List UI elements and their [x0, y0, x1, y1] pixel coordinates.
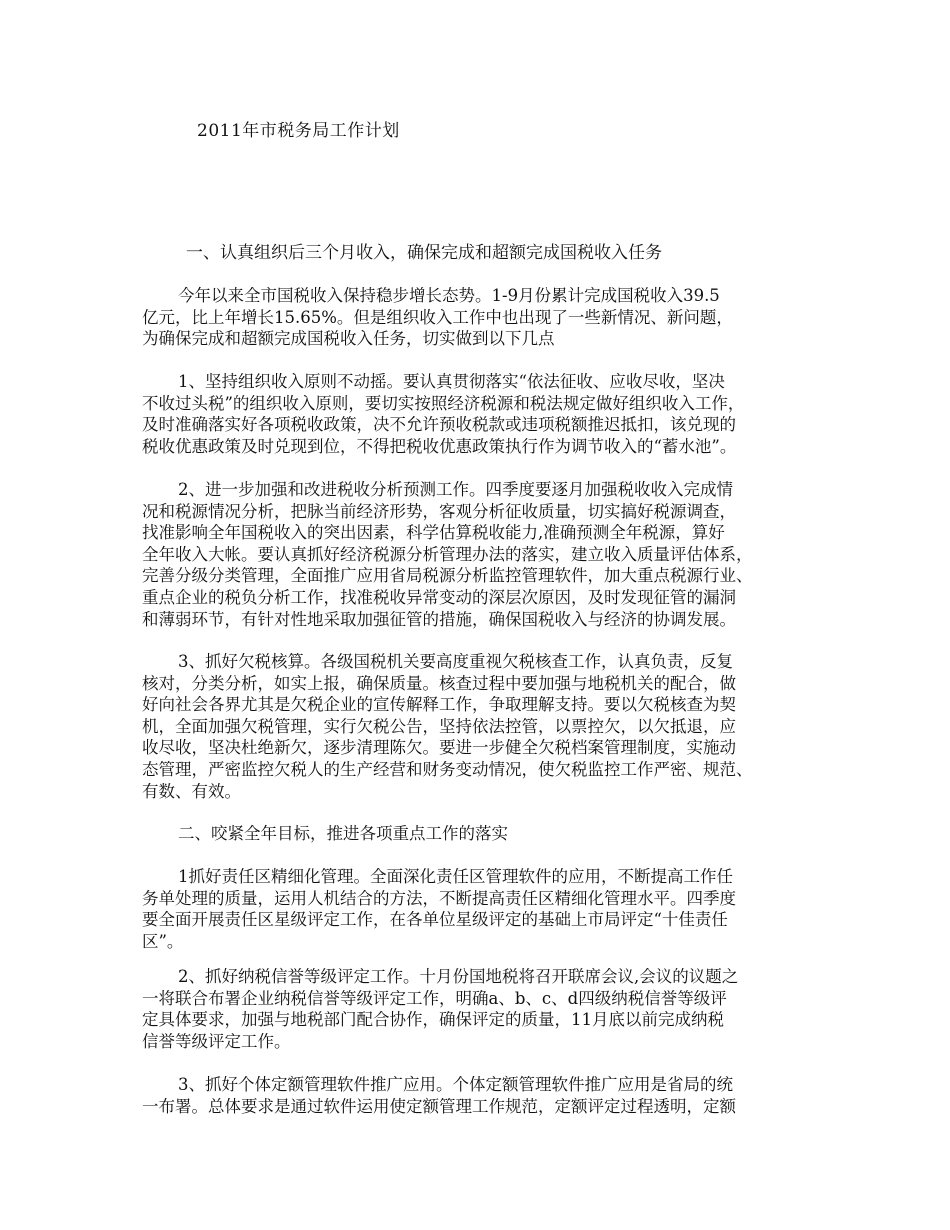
- text-line: 2、抓好纳税信誉等级评定工作。十月份国地税将召开联席会议,会议的议题之: [178, 967, 739, 986]
- text-line: 及时准确落实好各项税收政策，决不允许预收税款或违项税额推迟抵扣，该兑现的: [142, 415, 736, 435]
- text-line: 有数、有效。: [142, 781, 241, 801]
- paragraph-section2-item-2: [142, 966, 826, 1052]
- paragraph-item-2: [142, 479, 826, 630]
- text-line: 务单处理的质量，运用人机结合的方法，不断提高责任区精细化管理水平。四季度: [142, 888, 736, 908]
- text-line: 定具体要求，加强与地税部门配合协作，确保评定的质量，11月底以前完成纳税: [142, 1010, 724, 1030]
- text-line: 2、进一步加强和改进税收分析预测工作。四季度要逐月加强税收收入完成情: [178, 480, 733, 499]
- paragraph-section2-item-1: [142, 866, 826, 952]
- text-line: 完善分级分类管理，全面推广应用省局税源分析监控管理软件，加大重点税源行业、: [142, 566, 753, 586]
- text-line: 全年收入大帐。要认真抓好经济税源分析管理办法的落实，建立收入质量评估体系，: [142, 544, 753, 564]
- text-line: 1、坚持组织收入原则不动摇。要认真贯彻落实“依法征收、应收尽收，坚决: [178, 372, 725, 391]
- text-line: 重点企业的税负分析工作，找准税收异常变动的深层次原因，及时发现征管的漏洞: [142, 587, 736, 607]
- text-line: 今年以来全市国税收入保持稳步增长态势。1-9月份累计完成国税收入39.5: [178, 286, 720, 305]
- text-line: 信誉等级评定工作。: [142, 1031, 291, 1051]
- text-line: 亿元，比上年增长15.65%。但是组织收入工作中也出现了一些新情况、新问题，: [142, 307, 733, 327]
- text-line: 1抓好责任区精细化管理。全面深化责任区管理软件的应用，不断提高工作任: [178, 867, 733, 886]
- text-line: 为确保完成和超额完成国税收入任务，切实做到以下几点: [142, 329, 555, 349]
- text-line: 3、抓好个体定额管理软件推广应用。个体定额管理软件推广应用是省局的统: [178, 1075, 733, 1094]
- text-line: 找准影响全年国税收入的突出因素，科学估算税收能力,准确预测全年税源，算好: [142, 523, 725, 543]
- text-line: 二、咬紧全年目标，推进各项重点工作的落实: [178, 824, 508, 843]
- text-line: 税收优惠政策及时兑现到位，不得把税收优惠政策执行作为调节收入的“蓄水池”。: [142, 436, 737, 456]
- paragraph-item-3: [142, 651, 826, 802]
- text-line: 核对，分类分析，如实上报，确保质量。核查过程中要加强与地税机关的配合，做: [142, 673, 736, 693]
- text-line: 3、抓好欠税核算。各级国税机关要高度重视欠税核查工作，认真负责，反复: [178, 652, 733, 671]
- text-line: 和薄弱环节，有针对性地采取加强征管的措施，确保国税收入与经济的协调发展。: [142, 609, 736, 629]
- text-line: 收尽收，坚决杜绝新欠，逐步清理陈欠。要进一步健全欠税档案管理制度，实施动: [142, 738, 736, 758]
- section-heading-1: 一、认真组织后三个月收入，确保完成和超额完成国税收入任务: [186, 243, 662, 263]
- text-line: 要全面开展责任区星级评定工作，在各单位星级评定的基础上市局评定“十佳责任: [142, 910, 728, 930]
- text-line: 一布署。总体要求是通过软件运用使定额管理工作规范，定额评定过程透明，定额: [142, 1096, 736, 1116]
- text-line: 一将联合布署企业纳税信誉等级评定工作，明确a、b、c、d四级纳税信誉等级评: [142, 988, 727, 1008]
- section-heading-2: [142, 823, 826, 845]
- paragraph-section2-item-3: [142, 1074, 826, 1117]
- paragraph-item-1: [142, 371, 826, 457]
- document-title: 2011年市税务局工作计划: [197, 121, 400, 141]
- text-line: 况和税源情况分析，把脉当前经济形势，客观分析征收质量，切实搞好税源调查，: [142, 501, 736, 521]
- text-line: 不收过头税”的组织收入原则，要切实按照经济税源和税法规定做好组织收入工作，: [142, 393, 745, 413]
- text-line: 区”。: [142, 931, 184, 951]
- paragraph-intro: [142, 285, 826, 350]
- text-line: 态管理，严密监控欠税人的生产经营和财务变动情况，使欠税监控工作严密、规范、: [142, 759, 753, 779]
- text-line: 好向社会各界尤其是欠税企业的宣传解释工作，争取理解支持。要以欠税核查为契: [142, 695, 736, 715]
- text-line: 机，全面加强欠税管理，实行欠税公告，坚持依法控管，以票控欠，以欠抵退，应: [142, 716, 736, 736]
